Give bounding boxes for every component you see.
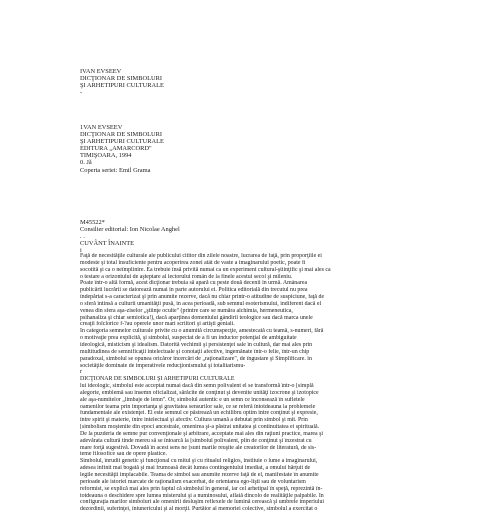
- imprint-code: 0. Jă: [80, 159, 92, 167]
- body-line: venea din sfera aşa-ziselor „ştiinţe oculte" (printre care se număra alchimia, hermeneutica,: [80, 307, 293, 314]
- body-line: configuraţia marilor simboluri ale omenirii desluşim reflexele de lumină cerească şi umbrele imperiului: [80, 499, 325, 506]
- author-name: IVAN EVSEEV: [80, 68, 122, 75]
- book-title-line-1: DICŢIONAR DE SIMBOLURI: [80, 75, 163, 83]
- body-line: o motivaţie prea explicită, şi simbolul, suspectat de a fi un inductor potenţial de ambiguitate: [80, 335, 297, 342]
- body-line: teme filosofice sau de opere plastice.: [80, 451, 168, 458]
- body-line: Faţă de necesităţile culturale ale publicului cititor din zilele noastre, lucrarea de faţă, prin proporţiile ei: [80, 253, 322, 259]
- title-block: [80, 68, 164, 96]
- stray-mark: i: [80, 247, 82, 255]
- imprint-title-line-2: ŞI ARHETIPURI CULTURALE: [80, 138, 164, 146]
- body-line: fundamentale ale existenţei. El este semnul ce păstrează un echilibru optim între conţinut şi expresie,: [80, 410, 318, 417]
- body-line: societăţile dominate de imperativele reducţionismului şi totalitarismu-: [80, 362, 246, 369]
- body-line: lui ideologic, simbolul este acceptat numai dacă din semn polivalent el se transformă într-o [simplă: [80, 383, 314, 390]
- body-line: socotită şi ca o neîmplinire. Ea trebuie însă privită numai ca un experiment cultural-ştiinţific şi mai ales ca: [80, 266, 331, 273]
- separator-dots: . .: [80, 233, 85, 241]
- body-line: alegorie, emblemă sau însemn oficializat, sărăcite de conţinut şi devenite unităţi izocrone şi izotopice: [80, 389, 319, 396]
- body-line: ideologică, misticism şi idealism. Datorită vechimii şi persistenţei sale în cultură, dar mai ales prin: [80, 341, 313, 348]
- body-line: Simbolul, înrudit genetic şi funcţional cu mitul şi cu ritualul religios, instituie o lume a imaginarului,: [80, 458, 318, 465]
- credits-block: [80, 219, 180, 254]
- body-text: [80, 253, 410, 513]
- body-line: creaţii folclorice f-?au operele unor mari scriitori şi artişti geniali.: [80, 321, 235, 328]
- body-line: îndepărtat s-a caracterizat şi prin anumite rezerve, dacă nu chiar printr-o atitudine de suspiciune, faţă de: [80, 294, 325, 301]
- body-line: reformist, se explică mai ales prin faptul că simbolul în general, iar cel arhetipal în speţă, reprezintă în-: [80, 485, 323, 492]
- body-line: publicării lucrării se datorează numai în parte autorului ei. Politica editorială din trecutul nu prea: [80, 287, 308, 294]
- imprint-title-line-1: DICŢIONAR DE SIMBOLURI: [80, 131, 163, 139]
- body-line: De la puzderia de semne pur convenţionale şi arbitrare, acceptate mai ales din raţiuni practice, marea şi: [80, 430, 324, 437]
- imprint-author: 1VAN EVSEEV: [80, 124, 123, 131]
- section-heading: CUVÂNT ÎNAINTE: [80, 240, 135, 248]
- body-line: Poate într-o altă formă, acest dicţionar trebuia să apară cu peste două decenii în urmă. Amânarea: [80, 280, 308, 287]
- running-header: DICŢIONAR DE SIMBOLURI ŞI ARHETIPURI CULTURALE: [80, 376, 235, 383]
- body-line: ale aşa-numitelor „limbaje de lemn". Or, simbolul autentic e un semn ce înconsează în sufletele: [80, 396, 305, 403]
- body-line: totdeauna o deschidere spre lumea misterului şi a numinosului, aflată dincolo de realităţile palpabile. În: [80, 492, 324, 499]
- body-line: psihanaliza şi chiar semiotica!), dacă aparţinea domeniului gândirii teologice sau dacă marca unele: [80, 314, 313, 321]
- book-title-line-2: ŞI ARHETIPURI CULTURALE: [80, 82, 164, 90]
- body-line: o testare a orizontului de aşteptare al lectorului român de la finele acestui secol şi mileniu.: [80, 273, 293, 280]
- body-line: paradoxal, simbolul se opunea oricăror încercări de „raţionalizare", de îngustare şi Simplificare. în: [80, 355, 312, 362]
- body-line: modeste şi total insuficiente pentru acoperirea zonei atât de vaste a imaginarului poetic, poate fi: [80, 259, 306, 266]
- body-line: multitudinea de semnificaţii intelectuale şi conotaţii afective, îngemănate într-o felie, într-un chip: [80, 348, 310, 355]
- imprint-publisher: EDITURA „AMARCORD": [80, 145, 152, 153]
- body-line: oamenilor teama prin importanţa şi gravitatea sensurilor sale, ce se referă întotdeauna la problemele: [80, 403, 316, 410]
- stray-mark: r: [80, 369, 82, 376]
- body-line: În categoria semnelor culturale privite cu o anumită circumspecţie, amestecată cu teamă, s-numeri, fără: [80, 328, 324, 335]
- body-line: între spirit şi materie, între intelectual şi afectiv. Cultura umană a debutat prin simbol şi mit. Prin: [80, 417, 308, 424]
- imprint-cover-credit: Coperta seriei: Emil Grama: [80, 166, 151, 174]
- body-line: o sferă întinsă a culturii umanităţii pusă, în acea perioadă, sub semnul esoterismului, indiferent dacă el: [80, 300, 322, 307]
- body-line: legile necesităţii implacabile. Teama de simbol sau anumite rezerve faţă de el, manifestate în anumite: [80, 472, 319, 478]
- body-line: adesea infinit mai bogată şi mai frumoasă decât lumea contingentului imediat, a omului hărţuit de: [80, 465, 311, 472]
- body-line: dezordinii, suferinţei, întunericului şi al morţii. Purtător al memoriei colective, simbolul a exercitat o: [80, 506, 318, 513]
- editorial-consultant: Consilier editorial: Ion Nicolae Anghel: [80, 226, 180, 234]
- title-dash: -: [80, 89, 83, 97]
- catalog-code: M45522*: [80, 219, 105, 226]
- imprint-place-year: TIMIŞOARA, 1994: [80, 152, 132, 160]
- imprint-block: [80, 124, 164, 174]
- body-line: adevărata cultură tinde mereu să se întoarcă la [simbolul polivalent, plin de conţinut şi înzestrat cu: [80, 437, 312, 444]
- body-line: [simbolism moştenite din epoci ancestrale, omenirea şi-a păstrat unitatea şi continuitatea ei spirituală.: [80, 424, 320, 431]
- body-line: perioade ale istoriei marcate de raţionalism exacerbat, de orientarea ego-lişti sau de voluntarism: [80, 478, 306, 485]
- body-line: mare forţă sugestivă. Dovadă în acest sens ne [sunt marile reuşite ale creatorilor de literatură, de sis-: [80, 444, 317, 451]
